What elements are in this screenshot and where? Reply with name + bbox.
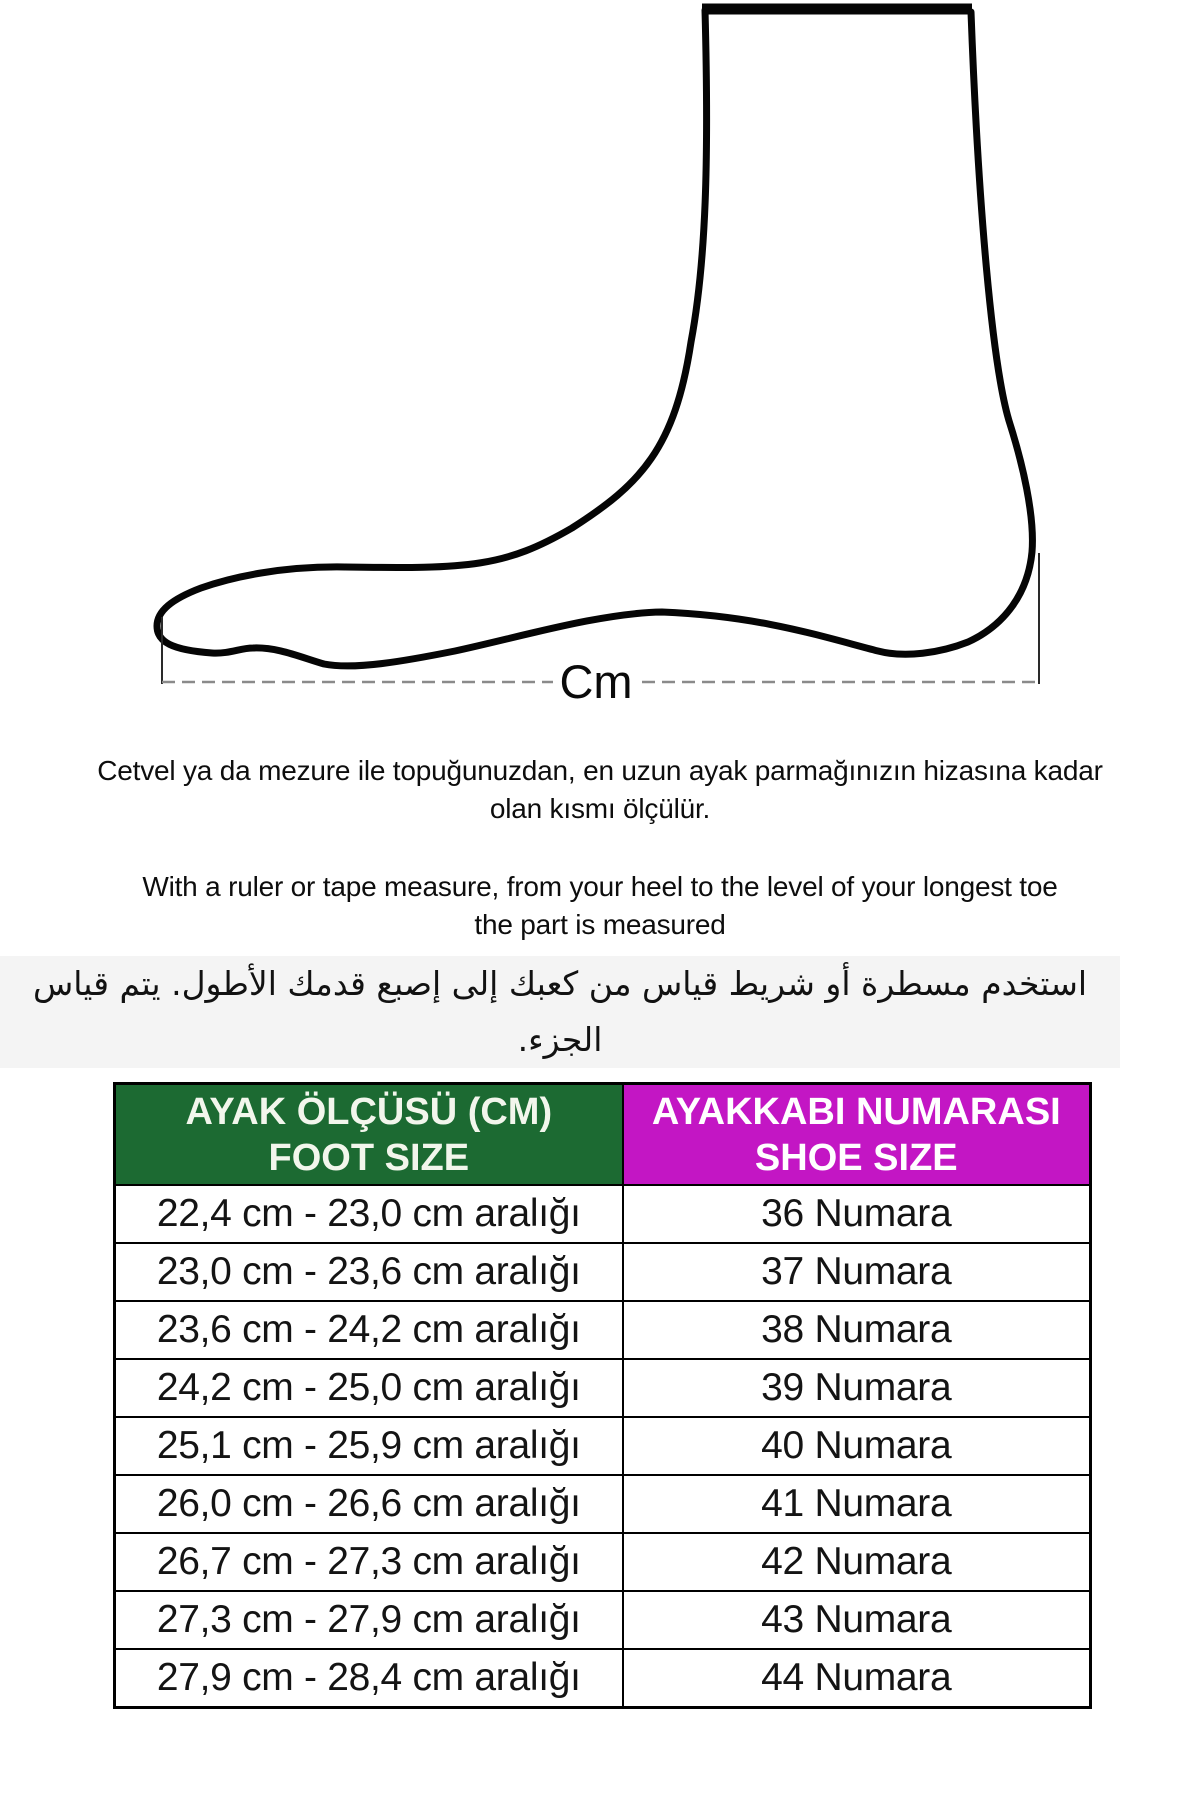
instruction-turkish [60, 752, 1140, 828]
cm-label: Cm [559, 655, 633, 708]
shoe-size-cell: 36 Numara [623, 1185, 1091, 1243]
instruction-turkish-line2: olan kısmı ölçülür. [489, 793, 711, 824]
table-row [115, 1301, 1091, 1359]
shoe-size-header [623, 1084, 1091, 1186]
size-table [113, 1082, 1092, 1709]
foot-size-cell: 26,7 cm - 27,3 cm aralığı [115, 1533, 623, 1591]
instruction-turkish-line1: Cetvel ya da mezure ile topuğunuzdan, en uzun ayak parmağınızın hizasına kadar [97, 755, 1103, 786]
table-row [115, 1417, 1091, 1475]
shoe-size-cell: 44 Numara [623, 1649, 1091, 1708]
foot-size-cell: 23,6 cm - 24,2 cm aralığı [115, 1301, 623, 1359]
shoe-size-cell: 41 Numara [623, 1475, 1091, 1533]
shoe-size-cell: 39 Numara [623, 1359, 1091, 1417]
foot-size-cell: 22,4 cm - 23,0 cm aralığı [115, 1185, 623, 1243]
foot-size-cell: 24,2 cm - 25,0 cm aralığı [115, 1359, 623, 1417]
foot-size-cell: 23,0 cm - 23,6 cm aralığı [115, 1243, 623, 1301]
instruction-arabic: استخدم مسطرة أو شريط قياس من كعبك إلى إصبع قدمك الأطول. يتم قياس الجزء. [0, 956, 1120, 1068]
foot-size-cell: 26,0 cm - 26,6 cm aralığı [115, 1475, 623, 1533]
instruction-english-line2: the part is measured [474, 909, 726, 940]
shoe-size-cell: 40 Numara [623, 1417, 1091, 1475]
foot-size-header-line2: FOOT SIZE [268, 1136, 470, 1179]
foot-outline-diagram [0, 0, 1200, 750]
foot-size-cell: 25,1 cm - 25,9 cm aralığı [115, 1417, 623, 1475]
table-row [115, 1185, 1091, 1243]
table-row [115, 1591, 1091, 1649]
table-row [115, 1649, 1091, 1708]
foot-size-cell: 27,9 cm - 28,4 cm aralığı [115, 1649, 623, 1708]
table-row [115, 1475, 1091, 1533]
table-row [115, 1243, 1091, 1301]
foot-size-cell: 27,3 cm - 27,9 cm aralığı [115, 1591, 623, 1649]
instruction-english [60, 868, 1140, 944]
instruction-arabic-wrap [0, 956, 1120, 1068]
instruction-english-line1: With a ruler or tape measure, from your heel to the level of your longest toe [142, 871, 1058, 902]
table-row [115, 1533, 1091, 1591]
shoe-size-header-line2: SHOE SIZE [754, 1136, 958, 1179]
size-table-header-row [115, 1084, 1091, 1186]
foot-outline [157, 10, 1032, 666]
shoe-size-cell: 42 Numara [623, 1533, 1091, 1591]
shoe-size-cell: 43 Numara [623, 1591, 1091, 1649]
shoe-size-cell: 38 Numara [623, 1301, 1091, 1359]
foot-size-header [115, 1084, 623, 1186]
shoe-size-cell: 37 Numara [623, 1243, 1091, 1301]
table-row [115, 1359, 1091, 1417]
foot-size-header-line1: AYAK ÖLÇÜSÜ (CM) [185, 1090, 553, 1133]
shoe-size-header-line1: AYAKKABI NUMARASI [651, 1090, 1061, 1133]
